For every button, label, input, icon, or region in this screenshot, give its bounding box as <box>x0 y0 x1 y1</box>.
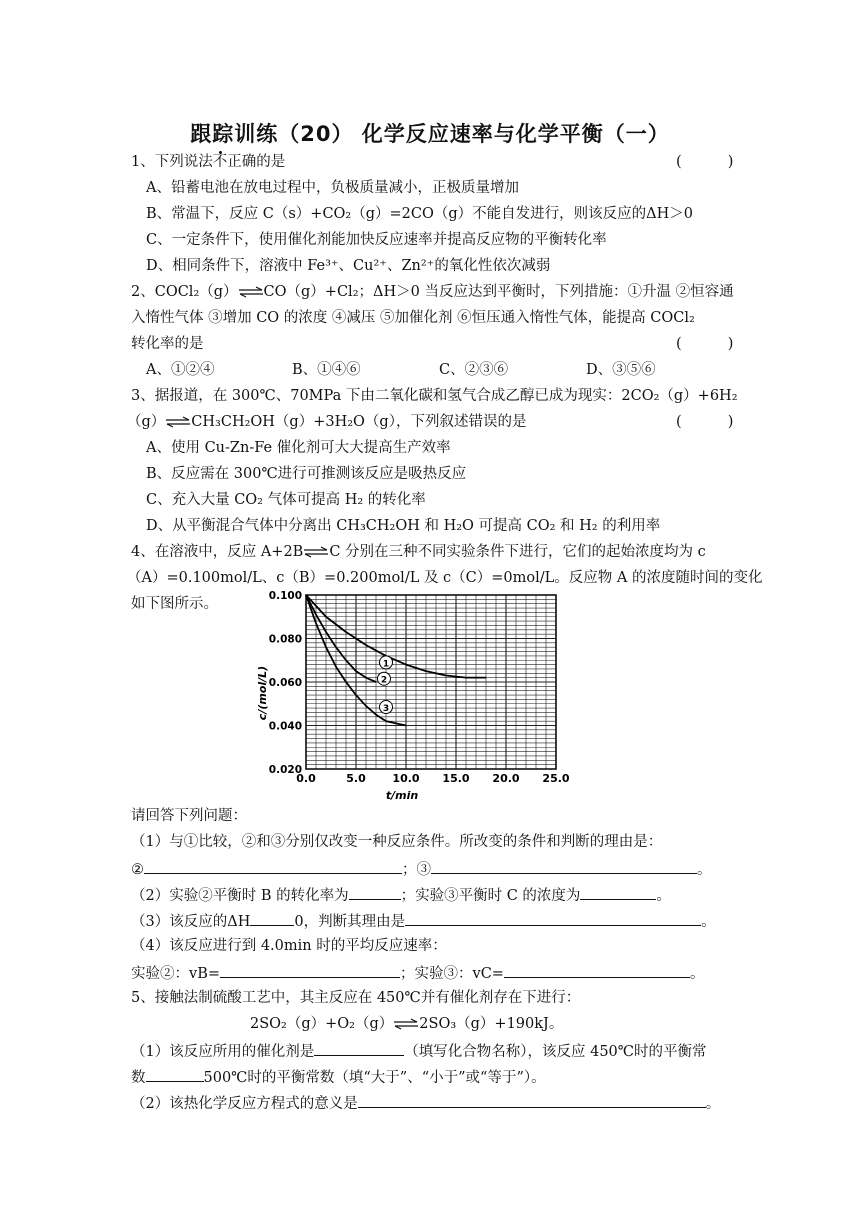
equilibrium-arrow-icon <box>393 1018 419 1030</box>
concentration-time-chart <box>252 585 582 803</box>
q2-line-1: 2、COCl₂（g） CO（g）+Cl₂；ΔH＞0 当反应达到平衡时，下列措施：①升温 ②恒容通 <box>131 284 734 300</box>
x-axis-label: t/min <box>385 789 419 802</box>
y-tick-label: 0.060 <box>268 677 302 689</box>
x-tick-label: 20.0 <box>492 772 520 785</box>
q4-sub-4: （4）该反应进行到 4.0min 时的平均反应速率： <box>131 938 447 954</box>
q4-ask: 请回答下列问题： <box>131 808 247 824</box>
q4-sub-1-answers: ② ；③ 。 <box>131 858 712 880</box>
answer-blank[interactable] <box>349 884 401 900</box>
q2-option-a: A、①②④ <box>146 362 215 378</box>
q2-answer-paren[interactable]: ( ) <box>676 336 734 352</box>
q1-option-a: A、铅蓄电池在放电过程中，负极质量减小，正极质量增加 <box>146 180 519 196</box>
y-tick-label: 0.080 <box>268 633 302 646</box>
x-tick-label: 0.0 <box>296 772 316 785</box>
answer-blank[interactable] <box>250 910 294 926</box>
q4-line-3: 如下图所示。 <box>131 596 218 612</box>
q5-sub-1: （1）该反应所用的催化剂是 （填写化合物名称），该反应 450℃时的平衡常 <box>131 1040 707 1062</box>
page-title: 跟踪训练（20） 化学反应速率与化学平衡（一） <box>190 122 670 146</box>
q1-option-c: C、一定条件下，使用催化剂能加快反应速率并提高反应物的平衡转化率 <box>146 232 607 248</box>
answer-blank[interactable] <box>314 1040 404 1056</box>
emphasis-dot: 不 <box>212 154 228 170</box>
q4-sub-4-answers: 实验②：vB= ；实验③：vC= 。 <box>131 962 704 984</box>
x-tick-label: 10.0 <box>392 772 420 785</box>
answer-blank[interactable] <box>580 884 656 900</box>
answer-blank[interactable] <box>431 858 697 874</box>
answer-blank[interactable] <box>405 910 701 926</box>
equilibrium-arrow-icon <box>165 416 191 428</box>
answer-blank[interactable] <box>146 1066 204 1082</box>
q2-line-2: 入惰性气体 ③增加 CO 的浓度 ④减压 ⑤加催化剂 ⑥恒压通入惰性气体，能提高 COCl₂ <box>131 310 695 326</box>
x-tick-label: 5.0 <box>346 772 366 785</box>
y-axis-label: c/(mol/L) <box>256 665 269 721</box>
answer-blank[interactable] <box>144 858 402 874</box>
q3-line-2: （g） CH₃CH₂OH（g）+3H₂O（g），下列叙述错误的是 <box>127 414 527 430</box>
answer-blank[interactable] <box>504 962 690 978</box>
q1-stem: 1、下列说法不正确的是 <box>131 154 286 170</box>
series-label-1: 1 <box>382 659 390 670</box>
chart-grid <box>306 595 556 769</box>
q3-option-a: A、使用 Cu-Zn-Fe 催化剂可大大提高生产效率 <box>146 440 451 456</box>
series-label-2: 2 <box>380 675 388 686</box>
q5-equation: 2SO₂（g）+O₂（g） 2SO₃（g）+190kJ。 <box>250 1016 564 1032</box>
q4-line-1: 4、在溶液中，反应 A+2B C 分别在三种不同实验条件下进行，它们的起始浓度均为 c <box>131 544 706 560</box>
q2-option-c: C、②③⑥ <box>439 362 509 378</box>
q3-option-c: C、充入大量 CO₂ 气体可提高 H₂ 的转化率 <box>146 492 426 508</box>
q3-line-1: 3、据报道，在 300℃、70MPa 下由二氧化碳和氢气合成乙醇已成为现实：2CO₂（g）+6H₂ <box>131 388 738 404</box>
q4-sub-2: （2）实验②平衡时 B 的转化率为 ；实验③平衡时 C 的浓度为 。 <box>131 884 671 906</box>
q3-answer-paren[interactable]: ( ) <box>676 414 734 430</box>
q1-option-d: D、相同条件下，溶液中 Fe³⁺、Cu²⁺、Zn²⁺的氧化性依次减弱 <box>146 258 551 274</box>
y-tick-label: 0.020 <box>268 764 302 776</box>
q4-sub-1: （1）与①比较，②和③分别仅改变一种反应条件。所改变的条件和判断的理由是： <box>131 834 663 850</box>
q2-option-d: D、③⑤⑥ <box>586 362 656 378</box>
equilibrium-arrow-icon <box>238 286 264 298</box>
y-tick-label: 0.100 <box>268 590 302 602</box>
q4-line-2: （A）=0.100mol/L、c（B）=0.200mol/L 及 c（C）=0mol/L。反应物 A 的浓度随时间的变化 <box>127 570 763 586</box>
q5-sub-1-cont: 数 500℃时的平衡常数（填“大于”、“小于”或“等于”）。 <box>131 1066 546 1088</box>
x-tick-label: 15.0 <box>442 772 470 785</box>
q5-line-1: 5、接触法制硫酸工艺中，其主反应在 450℃并有催化剂存在下进行： <box>131 990 581 1006</box>
y-tick-label: 0.040 <box>268 720 302 733</box>
q1-option-b: B、常温下，反应 C（s）+CO₂（g）=2CO（g）不能自发进行，则该反应的ΔH＞0 <box>146 206 694 222</box>
q2-line-3: 转化率的是 <box>131 336 204 352</box>
q5-sub-2: （2）该热化学反应方程式的意义是 。 <box>131 1092 720 1114</box>
equilibrium-arrow-icon <box>303 546 329 558</box>
series-label-3: 3 <box>382 704 390 715</box>
answer-blank[interactable] <box>358 1092 706 1108</box>
x-tick-label: 25.0 <box>542 772 570 785</box>
q4-sub-3: （3）该反应的ΔH 0，判断其理由是 。 <box>131 910 716 932</box>
q1-answer-paren[interactable]: ( ) <box>676 154 734 170</box>
answer-blank[interactable] <box>220 962 400 978</box>
q3-option-d: D、从平衡混合气体中分离出 CH₃CH₂OH 和 H₂O 可提高 CO₂ 和 H₂ 的利用率 <box>146 518 661 534</box>
q2-option-b: B、①④⑥ <box>292 362 361 378</box>
q3-option-b: B、反应需在 300℃进行可推测该反应是吸热反应 <box>146 466 467 482</box>
